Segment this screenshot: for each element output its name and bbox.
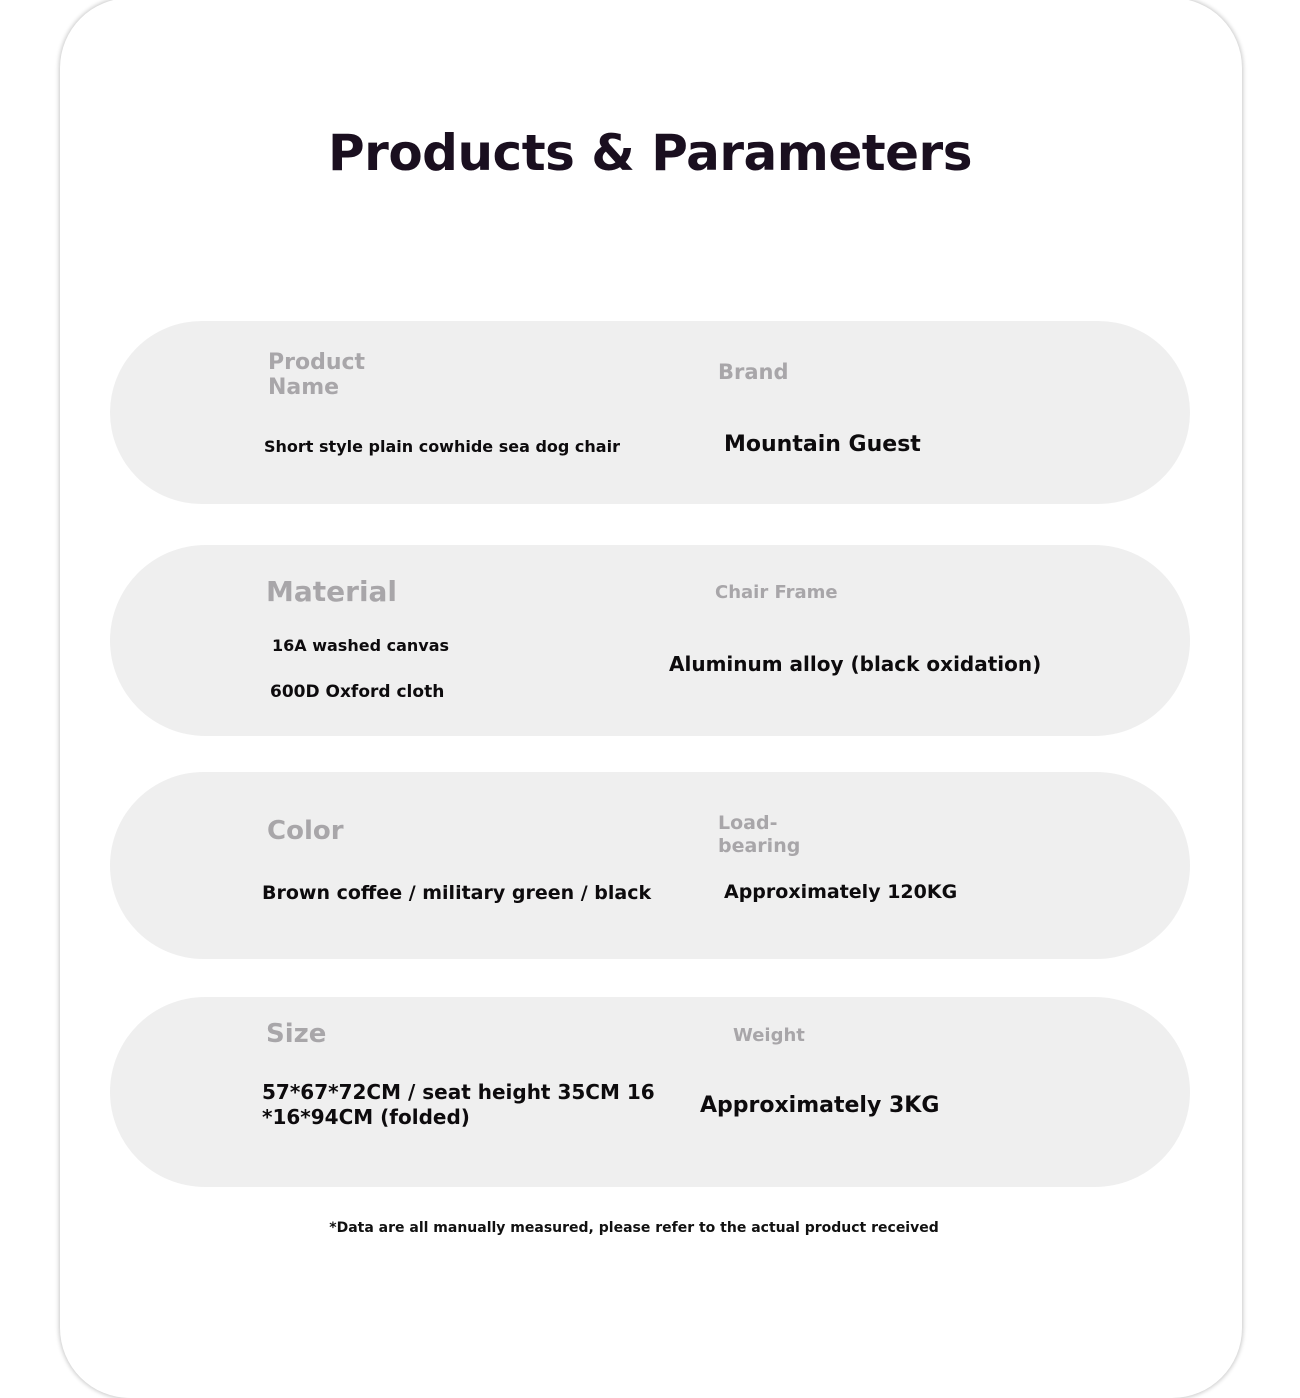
chair-frame-label: Chair Frame <box>715 582 838 603</box>
load-bearing-label-line1: Load- <box>718 812 778 834</box>
brand-label: Brand <box>718 360 789 384</box>
size-value-line2: *16*94CM (folded) <box>262 1105 470 1129</box>
weight-label: Weight <box>733 1025 805 1046</box>
product-name-value: Short style plain cowhide sea dog chair <box>264 437 620 456</box>
param-row-color-load <box>110 772 1190 959</box>
material-label: Material <box>266 575 398 608</box>
page-title: Products & Parameters <box>328 124 972 182</box>
measurement-footnote: *Data are all manually measured, please refer to the actual product received <box>329 1220 939 1236</box>
load-bearing-label <box>718 812 800 858</box>
chair-frame-value: Aluminum alloy (black oxidation) <box>669 652 1042 676</box>
color-label: Color <box>267 816 344 846</box>
material-value-1: 16A washed canvas <box>272 636 450 655</box>
size-value <box>262 1080 655 1130</box>
material-value-2: 600D Oxford cloth <box>270 682 445 702</box>
load-bearing-value: Approximately 120KG <box>724 881 958 903</box>
product-name-label <box>268 350 365 401</box>
product-name-label-line2: Name <box>268 375 340 401</box>
size-label: Size <box>266 1019 327 1049</box>
color-value: Brown coffee / military green / black <box>262 882 652 904</box>
param-row-product-brand <box>110 321 1190 504</box>
load-bearing-label-line2: bearing <box>718 834 801 857</box>
product-name-label-line1: Product <box>268 350 366 375</box>
brand-value: Mountain Guest <box>724 432 921 457</box>
weight-value: Approximately 3KG <box>700 1093 940 1118</box>
size-value-line1: 57*67*72CM / seat height 35CM 16 <box>262 1080 655 1104</box>
